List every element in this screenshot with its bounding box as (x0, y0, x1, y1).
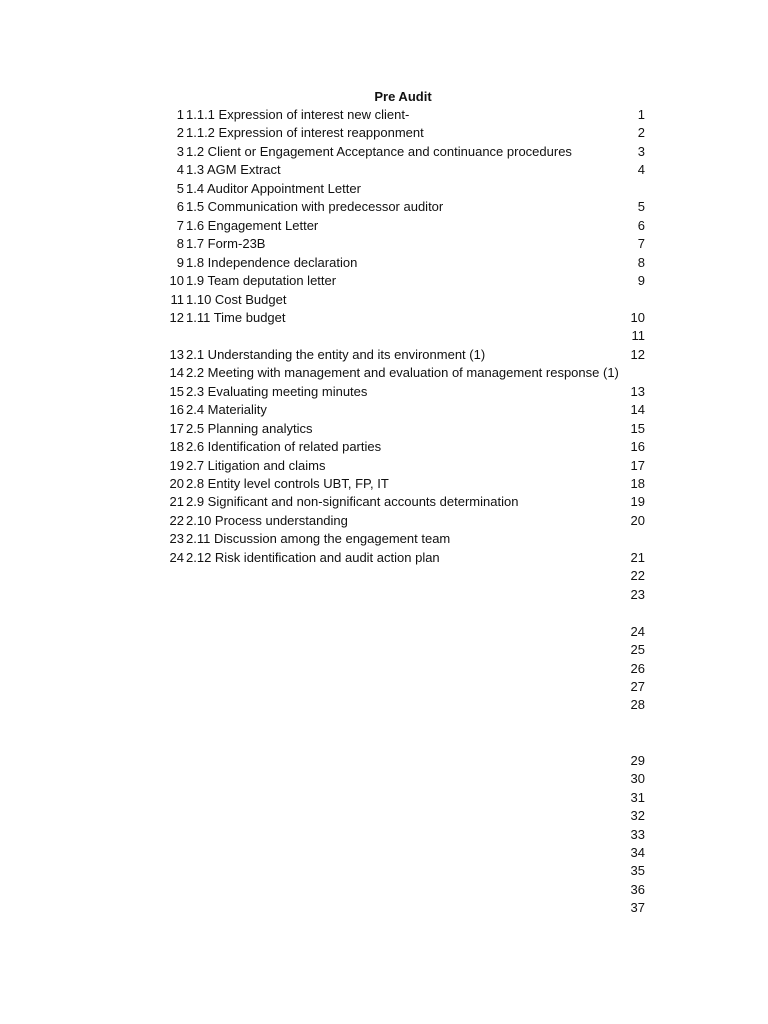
page-number: 9 (637, 273, 645, 289)
row-label: 2.5 Planning analytics (186, 420, 313, 436)
index-row (0, 438, 768, 457)
index-row (0, 586, 768, 605)
page-number: 35 (630, 863, 645, 879)
row-label: 1.10 Cost Budget (186, 291, 287, 307)
row-number: 21 (169, 494, 184, 510)
index-row (0, 623, 768, 642)
row-number: 19 (169, 457, 184, 473)
index-row (0, 401, 768, 420)
index-row (0, 217, 768, 236)
row-label: 1.2 Client or Engagement Acceptance and continuance procedures (186, 143, 572, 159)
row-number: 16 (169, 402, 184, 418)
index-row (0, 457, 768, 476)
row-label: 2.8 Entity level controls UBT, FP, IT (186, 476, 389, 491)
index-row (0, 143, 768, 162)
row-label: 1.5 Communication with predecessor auditor (186, 199, 444, 215)
index-row (0, 549, 768, 568)
index-row (0, 770, 768, 789)
row-label: 2.6 Identification of related parties (186, 439, 382, 455)
row-label: 1.4 Auditor Appointment Letter (186, 180, 361, 196)
row-label: 2.7 Litigation and claims (186, 457, 326, 473)
index-row (0, 881, 768, 900)
page-number: 32 (630, 808, 645, 824)
index-row (0, 235, 768, 254)
row-number: 18 (169, 439, 184, 455)
index-row (0, 678, 768, 697)
index-row (0, 254, 768, 273)
page-number: 10 (630, 309, 645, 325)
row-number: 10 (169, 273, 184, 289)
row-number: 7 (176, 217, 184, 233)
index-row (0, 291, 768, 310)
index-row (0, 641, 768, 660)
page-number: 21 (630, 549, 645, 565)
page-number: 33 (630, 826, 645, 842)
index-row (0, 346, 768, 365)
index-row (0, 567, 768, 586)
page-number: 3 (637, 143, 645, 159)
row-label: 2.11 Discussion among the engagement team (186, 531, 451, 547)
row-number: 3 (176, 143, 184, 159)
page-number: 6 (637, 217, 645, 233)
page-number: 19 (630, 494, 645, 510)
row-number: 22 (169, 512, 184, 528)
index-row (0, 899, 768, 918)
row-number: 12 (169, 309, 184, 325)
page-number: 20 (630, 512, 645, 528)
page-number: 5 (637, 199, 645, 215)
row-label: 2.10 Process understanding (186, 512, 348, 528)
index-row (0, 327, 768, 346)
index-row (0, 124, 768, 143)
page-number: 11 (631, 328, 645, 344)
index-row (0, 161, 768, 180)
page-number: 8 (637, 254, 645, 270)
page-number: 34 (630, 845, 645, 860)
row-label: 1.3 AGM Extract (186, 162, 281, 178)
index-row (0, 198, 768, 217)
row-label: 1.1.1 Expression of interest new client- (186, 107, 410, 122)
row-label: 2.1 Understanding the entity and its environment (1) (186, 346, 486, 362)
page-number: 14 (630, 402, 645, 418)
page-number: 17 (630, 457, 645, 473)
page-number: 13 (630, 383, 645, 399)
row-label: 2.12 Risk identification and audit action plan (186, 549, 440, 565)
page-number: 7 (637, 236, 645, 252)
row-number: 14 (169, 365, 184, 381)
page-number: 25 (630, 642, 645, 658)
row-label: 1.6 Engagement Letter (186, 217, 319, 233)
page-number: 22 (630, 568, 645, 584)
row-number: 23 (169, 531, 184, 547)
document-title: Pre Audit (374, 89, 432, 104)
page-number: 30 (630, 771, 645, 787)
row-label: 2.2 Meeting with management and evaluation of management response (1) (186, 365, 619, 381)
index-row (0, 733, 768, 752)
page-number: 15 (630, 420, 645, 436)
row-number: 2 (176, 125, 184, 141)
index-row (0, 696, 768, 715)
index-row (0, 604, 768, 623)
row-label: 1.8 Independence declaration (186, 254, 358, 270)
index-row (0, 530, 768, 549)
page-number: 23 (630, 586, 645, 602)
page-number: 4 (637, 162, 645, 178)
index-row (0, 309, 768, 328)
index-row (0, 383, 768, 402)
row-label: 1.1.2 Expression of interest reapponment (186, 125, 424, 141)
row-label: 2.9 Significant and non-significant accounts determination (186, 494, 519, 510)
page-number: 37 (630, 900, 645, 916)
page-number: 26 (630, 660, 645, 676)
row-number: 6 (176, 199, 184, 215)
page-number: 16 (630, 439, 645, 455)
row-number: 11 (170, 291, 184, 307)
row-number: 5 (176, 180, 184, 196)
row-number: 13 (169, 346, 184, 362)
page-number: 28 (630, 697, 645, 713)
page-number: 27 (630, 678, 645, 694)
row-label: 1.9 Team deputation letter (186, 273, 337, 289)
row-number: 8 (176, 236, 184, 252)
index-row (0, 420, 768, 439)
row-number: 17 (169, 420, 184, 436)
index-row (0, 862, 768, 881)
page-number: 12 (630, 346, 645, 362)
page-number: 18 (630, 476, 645, 491)
page-number: 2 (637, 125, 645, 141)
row-label: 1.7 Form-23B (186, 236, 266, 252)
row-number: 20 (169, 476, 184, 491)
index-row (0, 180, 768, 199)
index-row (0, 844, 768, 863)
page-number: 24 (630, 623, 645, 639)
page-number: 1 (637, 107, 645, 122)
page-number: 36 (630, 881, 645, 897)
row-number: 9 (176, 254, 184, 270)
index-row (0, 475, 768, 494)
index-row (0, 826, 768, 845)
index-row (0, 789, 768, 808)
page-number: 29 (630, 752, 645, 768)
index-row (0, 807, 768, 826)
index-row (0, 493, 768, 512)
row-label: 2.3 Evaluating meeting minutes (186, 383, 368, 399)
row-number: 24 (169, 549, 184, 565)
row-label: 2.4 Materiality (186, 402, 267, 418)
index-row (0, 752, 768, 771)
row-number: 15 (169, 383, 184, 399)
page-number: 31 (630, 789, 645, 805)
index-row (0, 106, 768, 125)
index-row (0, 272, 768, 291)
row-number: 4 (176, 162, 184, 178)
index-row (0, 660, 768, 679)
index-row (0, 715, 768, 734)
index-row (0, 512, 768, 531)
index-row (0, 364, 768, 383)
row-number: 1 (176, 107, 184, 122)
row-label: 1.11 Time budget (186, 309, 286, 325)
